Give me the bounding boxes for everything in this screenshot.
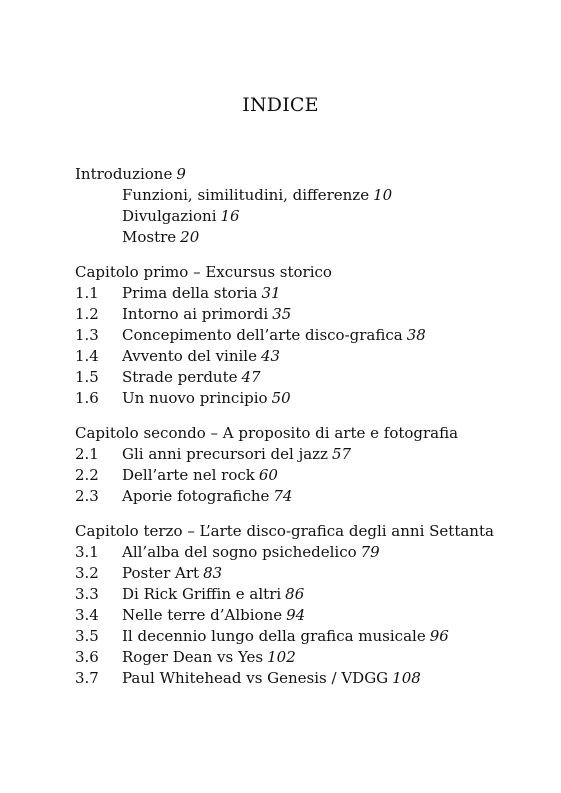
- entry-page-number: 16: [220, 207, 240, 225]
- entry-text: Mostre: [122, 228, 177, 246]
- toc-entry: [75, 605, 545, 626]
- entry-text: Funzioni, similitudini, differenze: [122, 186, 370, 204]
- entry-text: Roger Dean vs Yes: [122, 648, 264, 666]
- toc-entry: [75, 346, 545, 367]
- entry-text: Poster Art: [122, 564, 200, 582]
- intro-entry: [75, 164, 545, 185]
- entry-page-number: 102: [267, 648, 296, 666]
- entry-page-number: 35: [272, 305, 292, 323]
- toc-entry: [75, 283, 545, 304]
- entry-text: Divulgazioni: [122, 207, 217, 225]
- entry-text: Il decennio lungo della grafica musicale: [122, 627, 426, 645]
- page-title: INDICE: [242, 94, 319, 116]
- entry-number: 3.3: [75, 585, 99, 603]
- entry-page-number: 10: [373, 186, 393, 204]
- intro-subentry: [75, 206, 545, 227]
- entry-text: Un nuovo principio: [122, 389, 268, 407]
- entry-text: Avvento del vinile: [122, 347, 257, 365]
- entry-text: Aporie fotografiche: [122, 487, 270, 505]
- toc-entry: [75, 563, 545, 584]
- entry-text: Nelle terre d’Albione: [122, 606, 283, 624]
- entry-number: 3.7: [75, 669, 99, 687]
- toc-entry: [75, 367, 545, 388]
- toc-entry: [75, 444, 545, 465]
- entry-page-number: 60: [258, 466, 278, 484]
- toc-entry: [75, 626, 545, 647]
- entry-text: All’alba del sogno psichedelico: [122, 543, 357, 561]
- entry-number: 2.1: [75, 445, 99, 463]
- chapter-heading: Capitolo terzo – L’arte disco-grafica degli anni Settanta: [75, 522, 494, 540]
- toc-entry: [75, 647, 545, 668]
- intro-label: Introduzione: [75, 165, 173, 183]
- entry-page-number: 31: [261, 284, 281, 302]
- chapter-heading: Capitolo primo – Excursus storico: [75, 263, 332, 281]
- entry-number: 1.6: [75, 389, 99, 407]
- entry-number: 2.2: [75, 466, 99, 484]
- entry-number: 1.1: [75, 284, 99, 302]
- entry-text: Dell’arte nel rock: [122, 466, 255, 484]
- toc-entry: [75, 486, 545, 507]
- intro-subentry: [75, 185, 545, 206]
- entry-page-number: 94: [286, 606, 306, 624]
- entry-text: Concepimento dell’arte disco-grafica: [122, 326, 403, 344]
- entry-number: 2.3: [75, 487, 99, 505]
- intro-page-number: 9: [176, 165, 186, 183]
- entry-text: Di Rick Griffin e altri: [122, 585, 282, 603]
- entry-number: 1.3: [75, 326, 99, 344]
- toc-entry: [75, 388, 545, 409]
- chapter-heading: Capitolo secondo – A proposito di arte e fotografia: [75, 424, 459, 442]
- toc-entry: [75, 668, 545, 689]
- entry-page-number: 108: [392, 669, 421, 687]
- toc-entry: [75, 542, 545, 563]
- entry-page-number: 50: [271, 389, 291, 407]
- entry-text: Strade perdute: [122, 368, 238, 386]
- entry-text: Gli anni precursori del jazz: [122, 445, 328, 463]
- entry-number: 3.5: [75, 627, 99, 645]
- entry-page-number: 38: [406, 326, 426, 344]
- toc-entry: [75, 465, 545, 486]
- toc-entry: [75, 304, 545, 325]
- entry-number: 3.2: [75, 564, 99, 582]
- entry-number: 3.1: [75, 543, 99, 561]
- entry-text: Intorno ai primordi: [122, 305, 269, 323]
- entry-text: Prima della storia: [122, 284, 258, 302]
- entry-page-number: 57: [331, 445, 352, 463]
- entry-page-number: 83: [203, 564, 223, 582]
- entry-number: 1.4: [75, 347, 99, 365]
- entry-page-number: 20: [180, 228, 200, 246]
- entry-number: 1.2: [75, 305, 99, 323]
- entry-page-number: 74: [273, 487, 293, 505]
- entry-number: 1.5: [75, 368, 99, 386]
- entry-number: 3.6: [75, 648, 99, 666]
- toc-entry: [75, 584, 545, 605]
- table-of-contents: [75, 164, 545, 689]
- intro-subentry: [75, 227, 545, 248]
- entry-page-number: 47: [241, 368, 261, 386]
- entry-page-number: 86: [285, 585, 305, 603]
- entry-text: Paul Whitehead vs Genesis / VDGG: [122, 669, 389, 687]
- entry-page-number: 96: [429, 627, 449, 645]
- entry-page-number: 43: [261, 347, 281, 365]
- entry-page-number: 79: [360, 543, 380, 561]
- toc-entry: [75, 325, 545, 346]
- entry-number: 3.4: [75, 606, 99, 624]
